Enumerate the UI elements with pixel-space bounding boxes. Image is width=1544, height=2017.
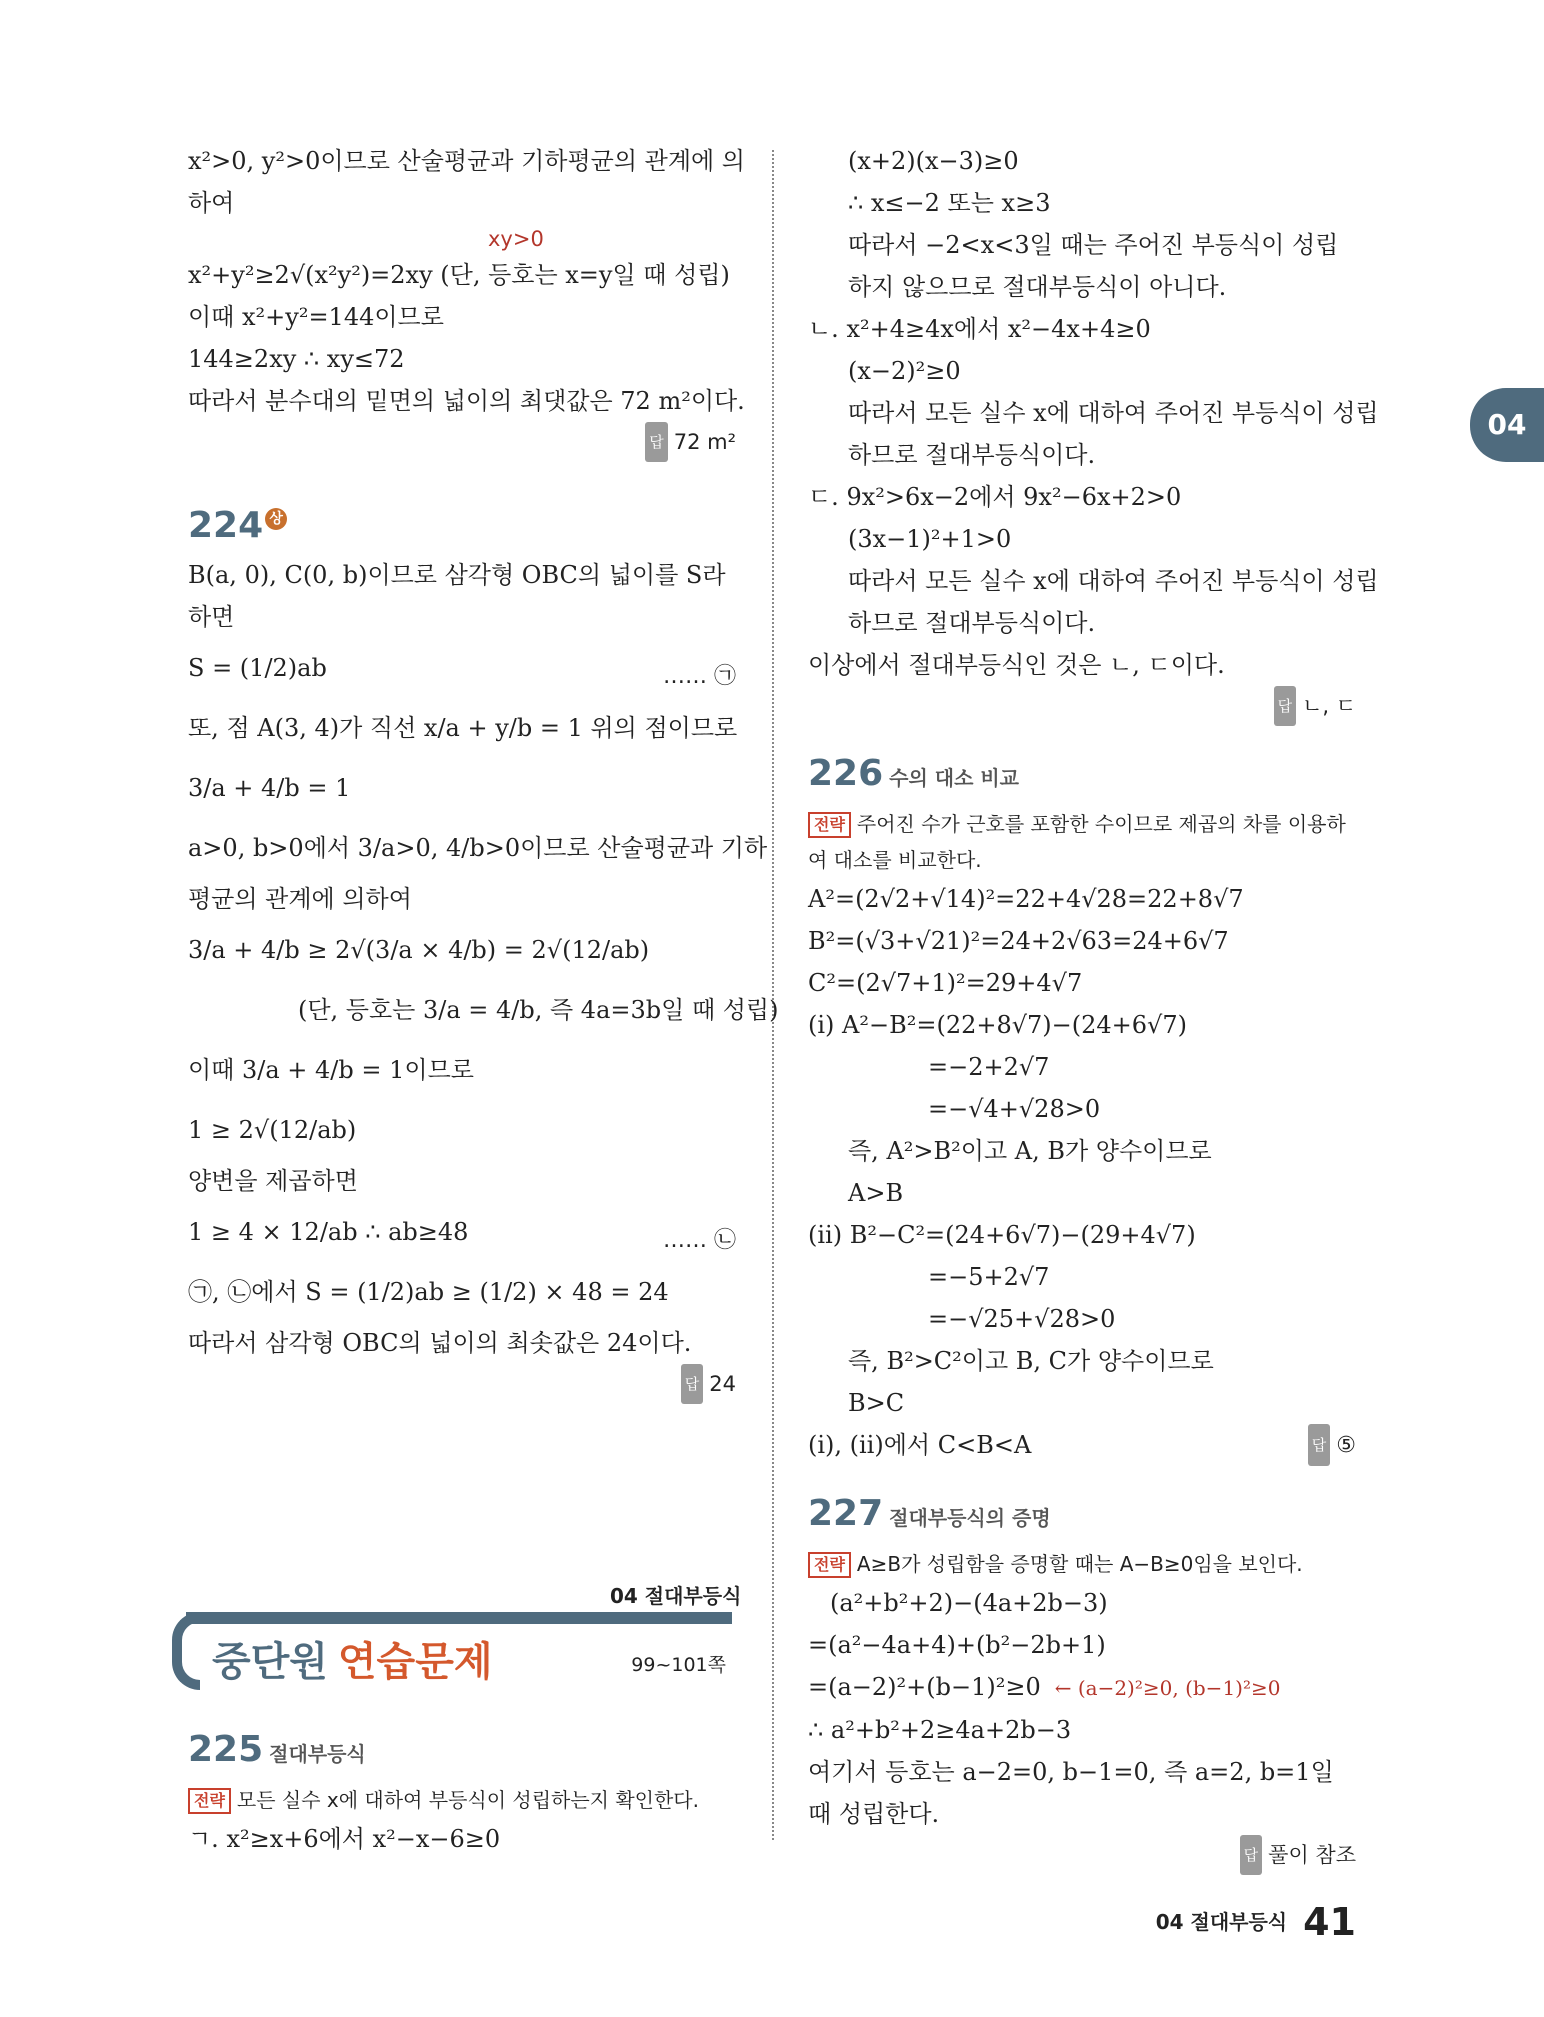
text-line: 이상에서 절대부등식인 것은 ㄴ, ㄷ이다.: [808, 651, 1225, 679]
equation-line: A>B: [848, 1179, 904, 1207]
annotation-note: xy>0: [488, 227, 544, 251]
equation-line: =(a²−4a+4)+(b²−2b+1): [808, 1631, 1106, 1659]
equation-tag: …… ㉠: [663, 664, 736, 689]
text-line: 이때 3/a + 4/b = 1이므로: [188, 1056, 474, 1084]
problem-number: [188, 498, 736, 554]
answer-line: [188, 1364, 736, 1404]
equation-line: [188, 1202, 736, 1262]
text-line: 이때 x²+y²=144이므로: [188, 303, 444, 331]
text-line: x²>0, y²>0이므로 산술평균과 기하평균의 관계에 의: [188, 147, 745, 175]
annotation-note: ← (a−2)²≥0, (b−1)²≥0: [1054, 1676, 1281, 1700]
strategy-line: [808, 806, 1356, 842]
answer-value: ⑤: [1336, 1433, 1356, 1458]
strategy-text: 주어진 수가 근호를 포함한 수이므로 제곱의 차를 이용하: [856, 812, 1346, 836]
equation-line: A²=(2√2+√14)²=22+4√28=22+8√7: [808, 885, 1244, 913]
banner-bar: [186, 1612, 732, 1624]
equation-line: [808, 1666, 1356, 1709]
problem-225-block: [188, 1722, 736, 1860]
equation-line: ㉠, ㉡에서 S = (1/2)ab ≥ (1/2) × 48 = 24: [188, 1278, 669, 1306]
problem-226-number: 226: [808, 753, 884, 794]
problem-topic: 수의 대소 비교: [889, 766, 1020, 790]
banner-title-part2: 연습문제: [337, 1639, 493, 1685]
answer-value: ㄴ, ㄷ: [1302, 694, 1356, 718]
text-line: 하지 않으므로 절대부등식이 아니다.: [848, 273, 1227, 301]
text-line: (x−2)²≥0: [848, 357, 961, 385]
problem-number: [808, 746, 1356, 806]
answer-line: [808, 1835, 1356, 1875]
text-line: B(a, 0), C(0, b)이므로 삼각형 OBC의 넓이를 S라: [188, 561, 726, 589]
equation-line: 3/a + 4/b ≥ 2√(3/a × 4/b) = 2√(12/ab): [188, 936, 650, 964]
text-line: 하면: [188, 603, 235, 631]
equation-line: (ⅰ) A²−B²=(22+8√7)−(24+6√7): [808, 1011, 1187, 1039]
equation-line: (a²+b²+2)−(4a+2b−3): [830, 1589, 1108, 1617]
text-line: (3x−1)²+1>0: [848, 525, 1012, 553]
answer-value: 24: [709, 1372, 736, 1396]
problem-topic: 절대부등식의 증명: [889, 1506, 1051, 1530]
page-number: 41: [1303, 1900, 1356, 1944]
equation: (ⅰ), (ⅱ)에서 C<B<A: [808, 1431, 1032, 1459]
strategy-line: [808, 1546, 1356, 1582]
answer-value: 풀이 참조: [1268, 1843, 1356, 1867]
equation-condition: (단, 등호는 3/a = 4/b, 즉 4a=3b일 때 성립): [298, 996, 779, 1024]
banner-pages: 99~101쪽: [631, 1654, 726, 1676]
footer-chapter: 04 절대부등식: [1155, 1910, 1288, 1934]
equation-line: C²=(2√7+1)²=29+4√7: [808, 969, 1083, 997]
text-line: 하므로 절대부등식이다.: [848, 441, 1096, 469]
answer-mark: 답: [645, 422, 668, 462]
text-line: 따라서 모든 실수 x에 대하여 주어진 부등식이 성립: [848, 567, 1379, 595]
section-chapter-label: 04 절대부등식: [610, 1584, 742, 1608]
problem-224-number: 224: [188, 505, 264, 546]
text-line: 때 성립한다.: [808, 1800, 940, 1828]
text-line: 또, 점 A(3, 4)가 직선 x/a + y/b = 1 위의 점이므로: [188, 714, 738, 742]
equation-line: =−2+2√7: [928, 1053, 1050, 1081]
problem-227-number: 227: [808, 1493, 884, 1534]
strategy-text: A≥B가 성립함을 증명할 때는 A−B≥0임을 보인다.: [856, 1552, 1303, 1576]
equation-line: =−√4+√28>0: [928, 1095, 1101, 1123]
text-line: 하여: [188, 189, 235, 217]
text-line: 144≥2xy ∴ xy≤72: [188, 345, 405, 373]
equation-line: B²=(√3+√21)²=24+2√63=24+6√7: [808, 927, 1229, 955]
right-column: [808, 140, 1379, 1875]
equation-line: [188, 638, 736, 698]
problem-number: [188, 1722, 736, 1782]
strategy-line: 여 대소를 비교한다.: [808, 848, 982, 872]
text-line: 따라서 삼각형 OBC의 넓이의 최솟값은 24이다.: [188, 1329, 692, 1357]
text-line: 따라서 분수대의 밑면의 넓이의 최댓값은 72 m²이다.: [188, 387, 745, 415]
text-line: 따라서 모든 실수 x에 대하여 주어진 부등식이 성립: [848, 399, 1379, 427]
answer-mark: 답: [681, 1364, 704, 1404]
text-line: a>0, b>0에서 3/a>0, 4/b>0이므로 산술평균과 기하: [188, 834, 768, 862]
text-line: 여기서 등호는 a−2=0, b−1=0, 즉 a=2, b=1일: [808, 1758, 1334, 1786]
strategy-text: 모든 실수 x에 대하여 부등식이 성립하는지 확인한다.: [236, 1788, 699, 1812]
strategy-badge: 전략: [808, 812, 851, 838]
problem-225-number: 225: [188, 1729, 264, 1770]
level-badge: 상: [265, 508, 287, 530]
text-line: 따라서 −2<x<3일 때는 주어진 부등식이 성립: [848, 231, 1339, 259]
answer-mark: 답: [1240, 1835, 1263, 1875]
answer-line: [1308, 1424, 1356, 1467]
answer-value: 72 m²: [673, 430, 736, 454]
answer-line: [808, 686, 1356, 726]
strategy-badge: 전략: [188, 1788, 231, 1814]
equation-line: =−√25+√28>0: [928, 1305, 1116, 1333]
page-footer: [1156, 1900, 1356, 1944]
strategy-line: [188, 1782, 736, 1818]
equation-line: 1 ≥ 2√(12/ab): [188, 1116, 357, 1144]
banner-title-part1: 중단원: [212, 1639, 328, 1685]
text-line: 하므로 절대부등식이다.: [848, 609, 1096, 637]
answer-line: [188, 422, 736, 462]
equation-line: B>C: [848, 1389, 905, 1417]
equation: S = (1/2)ab: [188, 654, 327, 682]
banner-title: [212, 1630, 492, 1687]
banner-curve: [172, 1612, 200, 1690]
answer-mark: 답: [1308, 1424, 1331, 1466]
text-line: 즉, B²>C²이고 B, C가 양수이므로: [848, 1347, 1214, 1375]
equation-line: =−5+2√7: [928, 1263, 1050, 1291]
text-line: ㄷ. 9x²>6x−2에서 9x²−6x+2>0: [808, 483, 1182, 511]
text-line: x²+y²≥2√(x²y²)=2xy (단, 등호는 x=y일 때 성립): [188, 261, 730, 289]
section-banner: [172, 1612, 732, 1690]
left-column: [188, 140, 779, 1404]
chapter-tab: 04: [1470, 388, 1544, 462]
equation-line: 3/a + 4/b = 1: [188, 774, 351, 802]
equation-line: [808, 1424, 1356, 1466]
text-line: (x+2)(x−3)≥0: [848, 147, 1019, 175]
equation-tag: …… ㉡: [663, 1228, 736, 1253]
equation-line: (ⅱ) B²−C²=(24+6√7)−(29+4√7): [808, 1221, 1196, 1249]
text-line: 즉, A²>B²이고 A, B가 양수이므로: [848, 1137, 1212, 1165]
text-line: 양변을 제곱하면: [188, 1167, 358, 1195]
equation: =(a−2)²+(b−1)²≥0: [808, 1673, 1041, 1701]
text-line: ∴ x≤−2 또는 x≥3: [848, 189, 1051, 217]
problem-topic: 절대부등식: [269, 1742, 366, 1766]
strategy-badge: 전략: [808, 1552, 851, 1578]
text-line: ㄴ. x²+4≥4x에서 x²−4x+4≥0: [808, 315, 1151, 343]
equation: 1 ≥ 4 × 12/ab ∴ ab≥48: [188, 1218, 469, 1246]
problem-number: [808, 1486, 1356, 1546]
answer-mark: 답: [1274, 686, 1297, 726]
text-line: ㄱ. x²≥x+6에서 x²−x−6≥0: [188, 1825, 501, 1853]
text-line: 평균의 관계에 의하여: [188, 885, 412, 913]
equation-line: ∴ a²+b²+2≥4a+2b−3: [808, 1716, 1072, 1744]
